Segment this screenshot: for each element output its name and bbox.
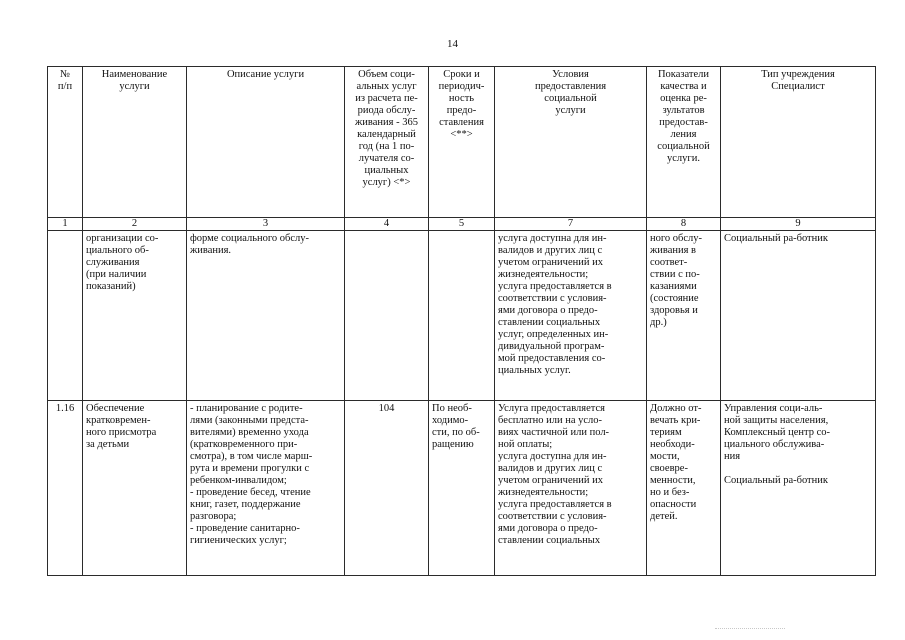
- header-row: [48, 67, 876, 218]
- text-line: учетом ограничений их: [498, 257, 603, 268]
- column-number: 5: [429, 218, 495, 231]
- text-line: из расчета пе-: [355, 93, 418, 104]
- text-line: ного присмотра: [86, 427, 157, 438]
- header-terms: [429, 67, 495, 218]
- text-line: ния: [724, 451, 741, 462]
- text-line: (кратковременного при-: [190, 439, 298, 450]
- text-line: ной оплаты;: [498, 439, 553, 450]
- text-line: необходи-: [650, 439, 695, 450]
- service-institution: [721, 231, 876, 401]
- text-line: учетом ограничений их: [498, 475, 603, 486]
- text-line: Показатели: [657, 69, 710, 80]
- text-line: - проведение санитарно-: [190, 523, 300, 534]
- text-line: виях частичной или пол-: [498, 427, 610, 438]
- service-indicators: [647, 231, 721, 401]
- text-line: календарный: [357, 129, 416, 140]
- text-line: организации со-: [86, 233, 159, 244]
- text-line: жизнедеятельности;: [498, 269, 589, 280]
- column-number: 9: [721, 218, 876, 231]
- text-line: По необ-: [432, 403, 472, 414]
- text-line: Обеспечение: [86, 403, 145, 414]
- text-line: ного обслу-: [650, 233, 703, 244]
- text-line: №: [59, 69, 71, 80]
- text-line: вечать кри-: [650, 415, 701, 426]
- text-line: разговора;: [190, 511, 237, 522]
- column-number: 3: [187, 218, 345, 231]
- column-number: 2: [83, 218, 187, 231]
- text-line: Сроки и: [443, 69, 480, 80]
- text-line: дивидуальной програм-: [498, 341, 605, 352]
- text-line: вителями) временно ухода: [190, 427, 309, 438]
- text-line: периодич-: [438, 81, 485, 92]
- text-line: ходимо-: [432, 415, 469, 426]
- text-line: казаниями: [650, 281, 697, 292]
- text-line: - проведение бесед, чтение: [190, 487, 311, 498]
- column-number: 4: [345, 218, 429, 231]
- text-line: рута и времени прогулки с: [190, 463, 310, 474]
- table-row: [48, 401, 876, 576]
- text-line: ребенком-инвалидом;: [190, 475, 287, 486]
- header-description: [187, 67, 345, 218]
- row-number: [48, 231, 83, 401]
- text-line: смотра), в том числе марш-: [190, 451, 313, 462]
- service-conditions: [495, 401, 647, 576]
- header-conditions: [495, 67, 647, 218]
- text-line: Комплексный центр со-: [724, 427, 831, 438]
- text-line: териям: [650, 427, 682, 438]
- text-line: своевре-: [650, 463, 688, 474]
- header-num: [48, 67, 83, 218]
- service-name: [83, 231, 187, 401]
- text-line: качества и: [660, 81, 707, 92]
- text-line: социальной: [544, 93, 597, 104]
- text-line: ствии с по-: [650, 269, 700, 280]
- text-line: книг, газет, поддержание: [190, 499, 301, 510]
- text-line: - планирование с родите-: [190, 403, 303, 414]
- text-line: менности,: [650, 475, 696, 486]
- text-line: Должно от-: [650, 403, 702, 414]
- text-line: форме социального обслу-: [190, 233, 310, 244]
- text-line: но и без-: [650, 487, 690, 498]
- text-line: услуга доступна для ин-: [498, 233, 607, 244]
- text-line: ставления: [439, 117, 484, 128]
- service-institution: [721, 401, 876, 576]
- text-line: ями договора о предо-: [498, 305, 598, 316]
- scan-artifact: [715, 628, 785, 631]
- text-line: соответствии с условия-: [498, 511, 607, 522]
- text-line: детей.: [650, 511, 678, 522]
- text-line: ставлении социальных: [498, 535, 601, 546]
- text-line: валидов и других лиц с: [498, 463, 603, 474]
- text-line: [724, 463, 872, 475]
- text-line: Тип учреждения: [761, 69, 835, 80]
- header-volume: [345, 67, 429, 218]
- text-line: ность: [448, 93, 475, 104]
- text-line: услуги: [119, 81, 150, 92]
- text-line: служивания: [86, 257, 140, 268]
- text-line: опасности: [650, 499, 697, 510]
- text-line: (состояние: [650, 293, 699, 304]
- text-line: сти, по об-: [432, 427, 480, 438]
- service-terms: [429, 231, 495, 401]
- table-row: [48, 231, 876, 401]
- service-conditions: [495, 231, 647, 401]
- service-description: [187, 401, 345, 576]
- services-table: [47, 66, 876, 576]
- header-indicators: [647, 67, 721, 218]
- text-line: Социальный ра-ботник: [724, 233, 828, 244]
- text-line: живания - 365: [355, 117, 418, 128]
- text-line: предоставления: [534, 81, 607, 92]
- text-line: гигиенических услуг;: [190, 535, 287, 546]
- text-line: ной защиты населения,: [724, 415, 829, 426]
- text-line: ления: [670, 129, 697, 140]
- text-line: циального об-: [86, 245, 149, 256]
- text-line: оценка ре-: [660, 93, 707, 104]
- text-line: Объем соци-: [358, 69, 415, 80]
- column-number: 7: [495, 218, 647, 231]
- text-line: Наименование: [101, 69, 168, 80]
- text-line: зультатов: [662, 105, 705, 116]
- text-line: живания.: [190, 245, 232, 256]
- text-line: Специалист: [771, 81, 825, 92]
- text-line: соответ-: [650, 257, 688, 268]
- text-line: услуга доступна для ин-: [498, 451, 607, 462]
- text-line: живания в: [650, 245, 697, 256]
- service-indicators: [647, 401, 721, 576]
- service-name: [83, 401, 187, 576]
- text-line: соответствии с условия-: [498, 293, 607, 304]
- row-number: 1.16: [48, 401, 83, 576]
- text-line: <**>: [450, 129, 473, 140]
- text-line: услуги.: [667, 153, 700, 164]
- text-line: Условия: [552, 69, 589, 80]
- text-line: предостав-: [659, 117, 708, 128]
- text-line: риода обслу-: [357, 105, 416, 116]
- column-number-row: [48, 218, 876, 231]
- service-volume: 104: [345, 401, 429, 576]
- text-line: ращению: [432, 439, 474, 450]
- text-line: ями договора о предо-: [498, 523, 598, 534]
- text-line: мой предоставления со-: [498, 353, 606, 364]
- text-line: ставлении социальных: [498, 317, 601, 328]
- text-line: услуг, определенных ин-: [498, 329, 609, 340]
- page-number: 14: [447, 38, 458, 50]
- text-line: (при наличии: [86, 269, 147, 280]
- text-line: п/п: [57, 81, 73, 92]
- text-line: лучателя со-: [358, 153, 415, 164]
- text-line: социальной: [657, 141, 710, 152]
- text-line: за детьми: [86, 439, 130, 450]
- text-line: др.): [650, 317, 667, 328]
- text-line: услуги: [555, 105, 586, 116]
- text-line: показаний): [86, 281, 136, 292]
- text-line: циальных услуг.: [498, 365, 571, 376]
- text-line: мости,: [650, 451, 680, 462]
- text-line: услуга предоставляется в: [498, 499, 612, 510]
- text-line: предо-: [446, 105, 477, 116]
- text-line: кратковремен-: [86, 415, 151, 426]
- text-line: услуга предоставляется в: [498, 281, 612, 292]
- text-line: Социальный ра-ботник: [724, 475, 828, 486]
- service-volume: [345, 231, 429, 401]
- header-institution: [721, 67, 876, 218]
- text-line: бесплатно или на усло-: [498, 415, 603, 426]
- text-line: циального обслужива-: [724, 439, 825, 450]
- header-name: [83, 67, 187, 218]
- text-line: жизнедеятельности;: [498, 487, 589, 498]
- text-line: циальных: [364, 165, 409, 176]
- text-line: Описание услуги: [226, 69, 305, 80]
- column-number: 8: [647, 218, 721, 231]
- text-line: год (на 1 по-: [358, 141, 415, 152]
- text-line: альных услуг: [356, 81, 417, 92]
- text-line: валидов и других лиц с: [498, 245, 603, 256]
- column-number: 1: [48, 218, 83, 231]
- service-description: [187, 231, 345, 401]
- text-line: услуг) <*>: [362, 177, 411, 188]
- text-line: Управления соци-аль-: [724, 403, 823, 414]
- service-terms: [429, 401, 495, 576]
- text-line: здоровья и: [650, 305, 698, 316]
- text-line: Услуга предоставляется: [498, 403, 605, 414]
- text-line: лями (законными предста-: [190, 415, 309, 426]
